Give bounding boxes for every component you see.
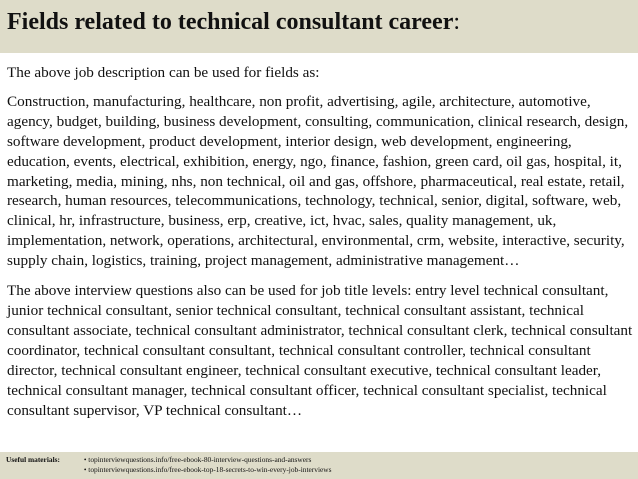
footer-link-ebook-18-secrets[interactable]: • topinterviewquestions.info/free-ebook-top-18-secrets-to-win-every-job-interviews xyxy=(83,465,332,474)
intro-text: The above job description can be used for fields as: xyxy=(7,64,320,81)
title-bar xyxy=(0,0,638,53)
slide-title: Fields related to technical consultant career xyxy=(7,9,454,35)
fields-paragraph: Construction, manufacturing, healthcare, non profit, advertising, agile, architecture, automotive, agency, budget, building, business development, consulting, communication, clinical research, design, software development, product development, interior design, web development, engineering, education, events, electrical, exhibition, energy, ngo, finance, fashion, green card, oil gas, hospital, it, marketing, media, mining, nhs, non technical, oil and gas, offshore, pharmaceutical, real estate, retail, research, human resources, telecommunications, technology, technical, senior, digital, software, web, clinical, hr, infrastructure, business, erp, creative, ict, hvac, sales, quality management, uk, implementation, network, operations, architectural, environmental, crm, website, interactive, security, supply chain, logistics, training, project management, administrative management… xyxy=(7,92,629,270)
slide-title-colon: : xyxy=(453,9,461,35)
footer-bar xyxy=(0,452,638,479)
footer-link-ebook-80-questions[interactable]: • topinterviewquestions.info/free-ebook-80-interview-questions-and-answers xyxy=(83,455,312,464)
slide-content xyxy=(7,63,635,420)
useful-materials-links xyxy=(84,455,332,475)
useful-materials-label: Useful materials: xyxy=(6,455,60,464)
job-levels-paragraph: The above interview questions also can be used for job title levels: entry level technical consultant, junior technical consultant, senior technical consultant, technical consultant assistant, technical consultant associate, technical consultant administrator, technical consultant clerk, technical consultant coordinator, technical consultant consultant, technical consultant controller, technical consultant director, technical consultant engineer, technical consultant executive, technical consultant leader, technical consultant manager, technical consultant officer, technical consultant specialist, technical consultant supervisor, VP technical consultant… xyxy=(7,282,633,419)
